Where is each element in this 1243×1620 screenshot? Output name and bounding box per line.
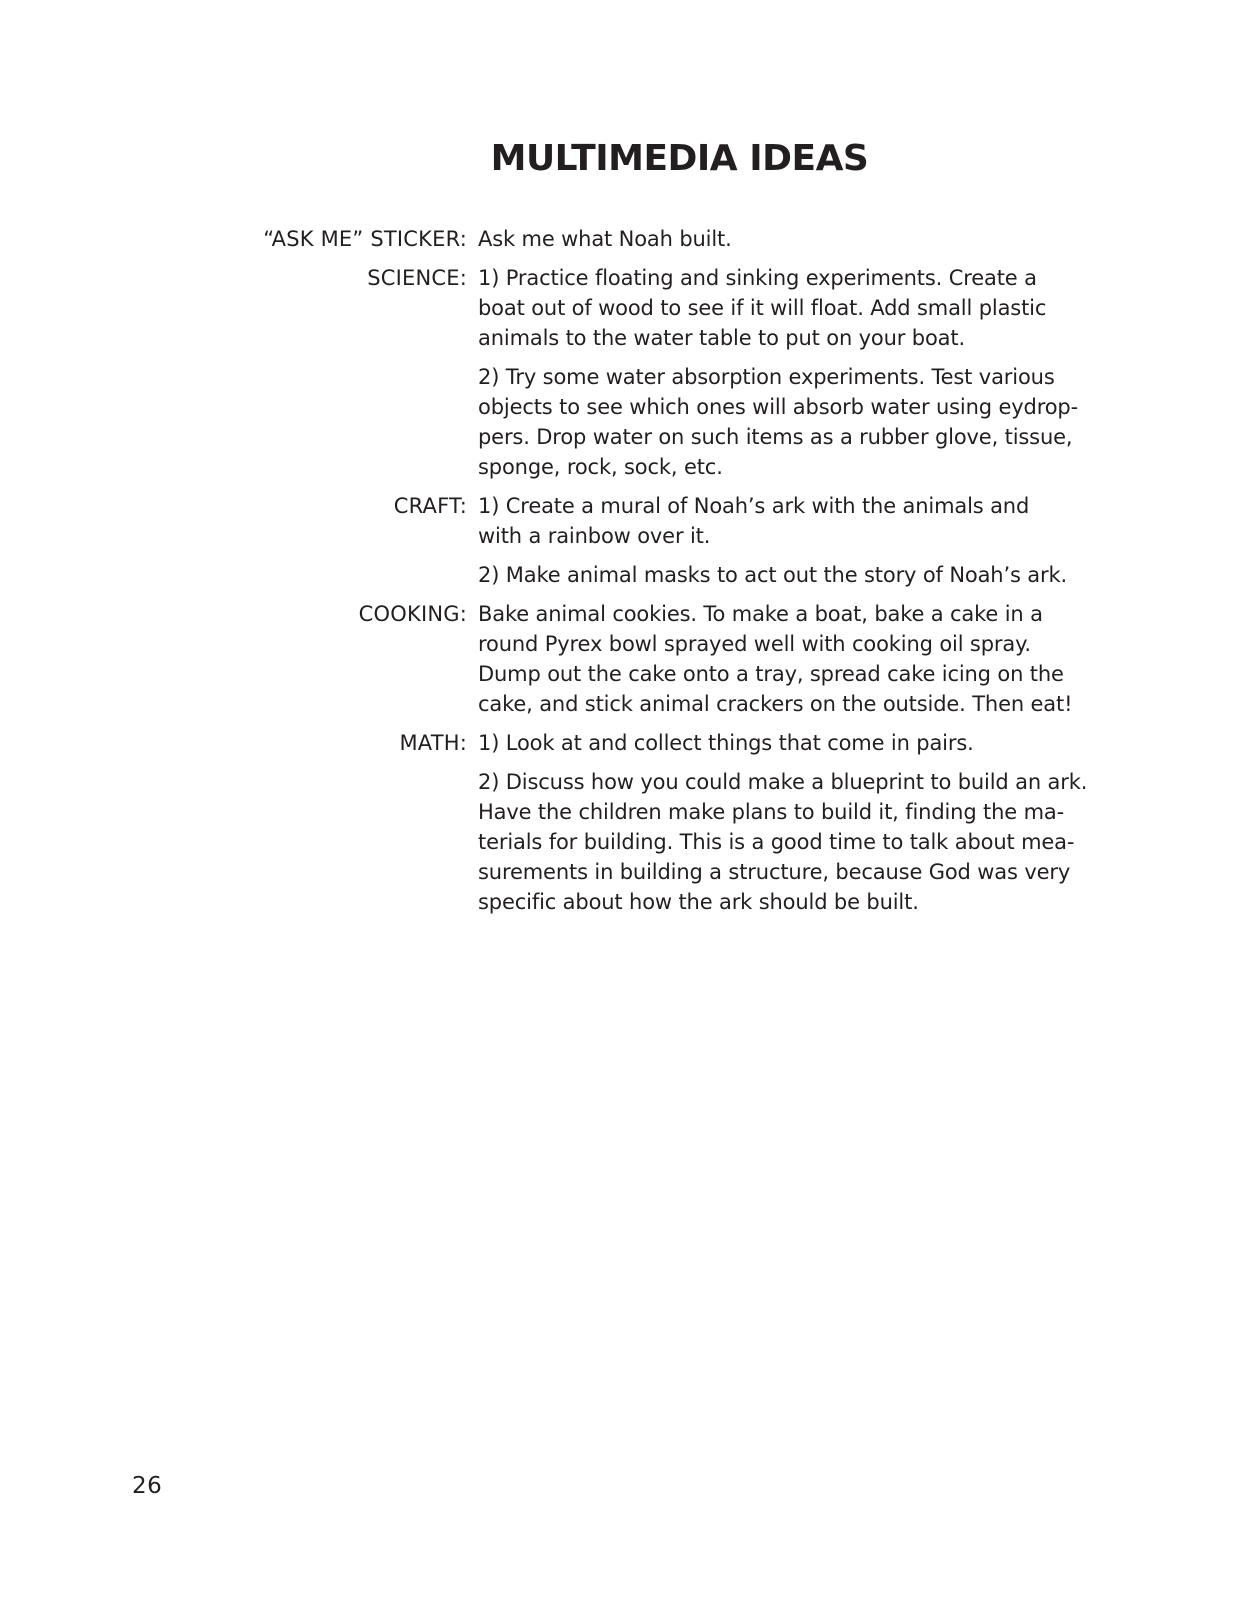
section-cooking bbox=[0, 599, 1243, 719]
section-content bbox=[478, 263, 1098, 482]
section-content bbox=[478, 599, 1098, 719]
section-content bbox=[478, 224, 1098, 254]
text-line: sponge, rock, sock, etc. bbox=[478, 455, 723, 479]
section-content bbox=[478, 728, 1098, 917]
section-label: “ASK ME” STICKER: bbox=[263, 227, 467, 251]
text-line: with a rainbow over it. bbox=[478, 524, 711, 548]
text-line: round Pyrex bowl sprayed well with cooking oil spray. bbox=[478, 632, 1031, 656]
page-title: MULTIMEDIA IDEAS bbox=[490, 138, 869, 179]
text-line: 1) Practice floating and sinking experiments. Create a bbox=[478, 266, 1037, 290]
text-line: 2) Try some water absorption experiments. Test various bbox=[478, 365, 1055, 389]
text-line: objects to see which ones will absorb water using eydrop- bbox=[478, 395, 1079, 419]
text-line: 1) Look at and collect things that come in pairs. bbox=[478, 731, 974, 755]
paragraph bbox=[478, 491, 1098, 551]
text-line: 2) Make animal masks to act out the story of Noah’s ark. bbox=[478, 563, 1068, 587]
text-line: 1) Create a mural of Noah’s ark with the animals and bbox=[478, 494, 1030, 518]
section-label: CRAFT: bbox=[393, 494, 467, 518]
section-math bbox=[0, 728, 1243, 917]
section-craft bbox=[0, 491, 1243, 590]
section-content bbox=[478, 491, 1098, 590]
section-ask-me-sticker bbox=[0, 224, 1243, 254]
paragraph bbox=[478, 362, 1098, 482]
section-label: SCIENCE: bbox=[367, 266, 467, 290]
paragraph bbox=[478, 599, 1098, 719]
text-line: terials for building. This is a good time to talk about mea- bbox=[478, 830, 1075, 854]
section-label: COOKING: bbox=[358, 602, 467, 626]
text-line: Ask me what Noah built. bbox=[478, 227, 732, 251]
section-science bbox=[0, 263, 1243, 482]
paragraph bbox=[478, 767, 1098, 917]
text-line: Dump out the cake onto a tray, spread cake icing on the bbox=[478, 662, 1064, 686]
paragraph bbox=[478, 560, 1098, 590]
text-line: pers. Drop water on such items as a rubber glove, tissue, bbox=[478, 425, 1073, 449]
multimedia-ideas-list bbox=[0, 224, 1243, 926]
text-line: Have the children make plans to build it, finding the ma- bbox=[478, 800, 1065, 824]
section-label: MATH: bbox=[399, 731, 467, 755]
page-number: 26 bbox=[132, 1473, 163, 1499]
paragraph bbox=[478, 224, 1098, 254]
text-line: Bake animal cookies. To make a boat, bake a cake in a bbox=[478, 602, 1043, 626]
paragraph bbox=[478, 263, 1098, 353]
text-line: cake, and stick animal crackers on the outside. Then eat! bbox=[478, 692, 1073, 716]
text-line: animals to the water table to put on your boat. bbox=[478, 326, 965, 350]
text-line: specific about how the ark should be built. bbox=[478, 890, 919, 914]
text-line: boat out of wood to see if it will float. Add small plastic bbox=[478, 296, 1047, 320]
text-line: 2) Discuss how you could make a blueprint to build an ark. bbox=[478, 770, 1088, 794]
text-line: surements in building a structure, because God was very bbox=[478, 860, 1071, 884]
paragraph bbox=[478, 728, 1098, 758]
